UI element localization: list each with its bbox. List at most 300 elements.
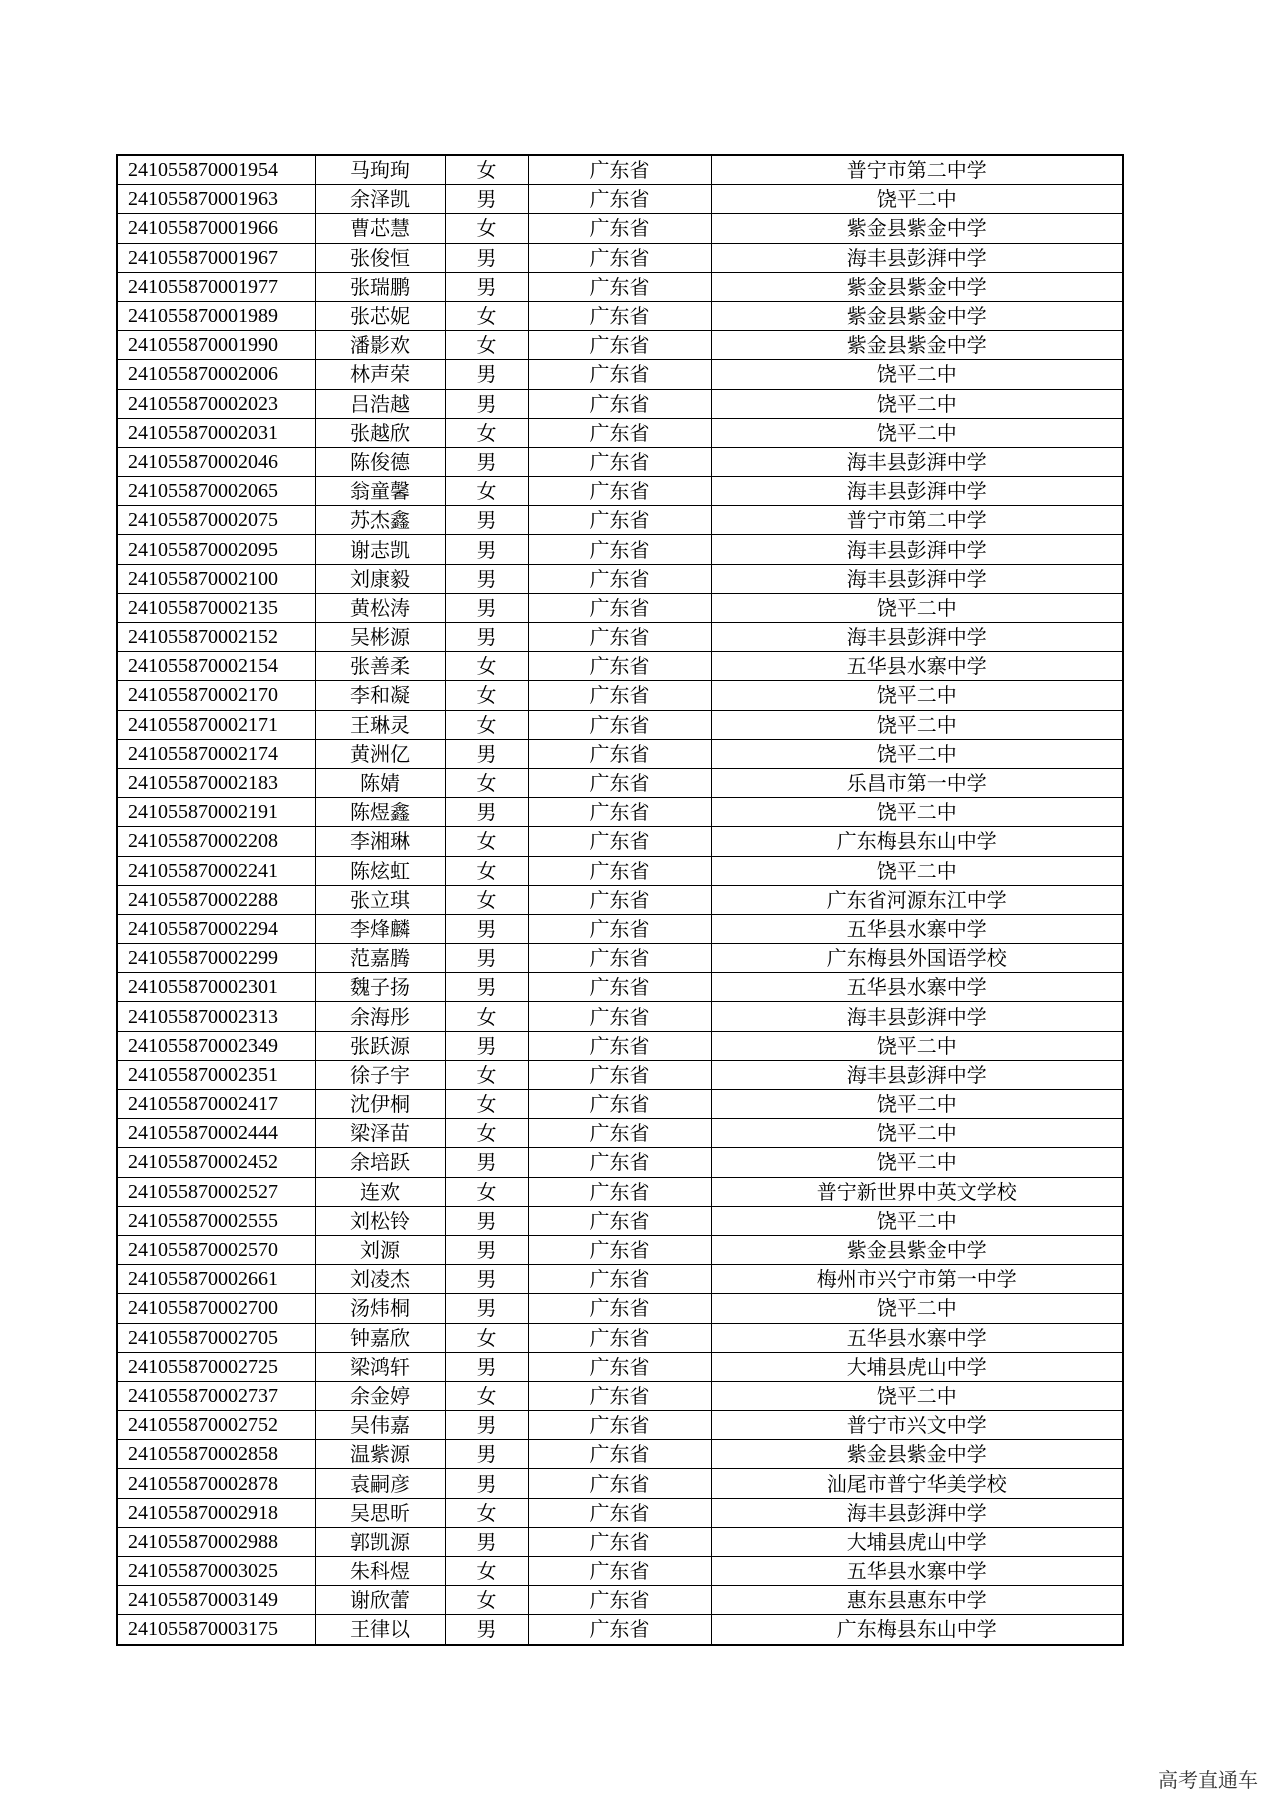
- exam-number-cell: 241055870002241: [117, 856, 315, 885]
- gender-cell: 男: [445, 1265, 528, 1294]
- province-cell: 广东省: [528, 1265, 711, 1294]
- gender-cell: 女: [445, 1586, 528, 1615]
- exam-number-cell: 241055870002288: [117, 885, 315, 914]
- table-row: [117, 1177, 1123, 1206]
- gender-cell: 男: [445, 243, 528, 272]
- table-row: [117, 1323, 1123, 1352]
- exam-number-cell: 241055870002301: [117, 973, 315, 1002]
- school-cell: 紫金县紫金中学: [711, 272, 1123, 301]
- school-cell: 饶平二中: [711, 1119, 1123, 1148]
- exam-number-cell: 241055870001990: [117, 331, 315, 360]
- province-cell: 广东省: [528, 1177, 711, 1206]
- province-cell: 广东省: [528, 564, 711, 593]
- table-row: [117, 360, 1123, 389]
- province-cell: 广东省: [528, 1586, 711, 1615]
- student-name-cell: 刘源: [315, 1235, 445, 1264]
- gender-cell: 男: [445, 1352, 528, 1381]
- gender-cell: 女: [445, 681, 528, 710]
- gender-cell: 男: [445, 944, 528, 973]
- province-cell: 广东省: [528, 1557, 711, 1586]
- student-name-cell: 连欢: [315, 1177, 445, 1206]
- student-name-cell: 梁泽苗: [315, 1119, 445, 1148]
- school-cell: 海丰县彭湃中学: [711, 1002, 1123, 1031]
- province-cell: 广东省: [528, 301, 711, 330]
- exam-number-cell: 241055870001966: [117, 214, 315, 243]
- province-cell: 广东省: [528, 914, 711, 943]
- school-cell: 五华县水寨中学: [711, 914, 1123, 943]
- student-name-cell: 马珣珣: [315, 155, 445, 185]
- exam-number-cell: 241055870002555: [117, 1206, 315, 1235]
- table-row: [117, 447, 1123, 476]
- gender-cell: 男: [445, 623, 528, 652]
- exam-number-cell: 241055870002174: [117, 739, 315, 768]
- school-cell: 饶平二中: [711, 1294, 1123, 1323]
- school-cell: 梅州市兴宁市第一中学: [711, 1265, 1123, 1294]
- province-cell: 广东省: [528, 477, 711, 506]
- student-name-cell: 黄洲亿: [315, 739, 445, 768]
- exam-number-cell: 241055870002737: [117, 1381, 315, 1410]
- gender-cell: 男: [445, 185, 528, 214]
- student-name-cell: 徐子宇: [315, 1060, 445, 1089]
- exam-number-cell: 241055870001967: [117, 243, 315, 272]
- student-name-cell: 汤炜桐: [315, 1294, 445, 1323]
- table-row: [117, 1090, 1123, 1119]
- student-name-cell: 陈煜鑫: [315, 798, 445, 827]
- student-name-cell: 曹芯慧: [315, 214, 445, 243]
- province-cell: 广东省: [528, 739, 711, 768]
- student-name-cell: 林声荣: [315, 360, 445, 389]
- student-name-cell: 谢志凯: [315, 535, 445, 564]
- exam-number-cell: 241055870002170: [117, 681, 315, 710]
- province-cell: 广东省: [528, 1090, 711, 1119]
- province-cell: 广东省: [528, 243, 711, 272]
- table-row: [117, 739, 1123, 768]
- table-row: [117, 535, 1123, 564]
- exam-number-cell: 241055870001954: [117, 155, 315, 185]
- gender-cell: 男: [445, 1411, 528, 1440]
- table-row: [117, 710, 1123, 739]
- province-cell: 广东省: [528, 155, 711, 185]
- school-cell: 饶平二中: [711, 185, 1123, 214]
- province-cell: 广东省: [528, 447, 711, 476]
- gender-cell: 男: [445, 1294, 528, 1323]
- student-name-cell: 张芯妮: [315, 301, 445, 330]
- gender-cell: 女: [445, 1060, 528, 1089]
- table-row: [117, 856, 1123, 885]
- roster-body: [117, 155, 1123, 1645]
- exam-number-cell: 241055870002154: [117, 652, 315, 681]
- exam-number-cell: 241055870002661: [117, 1265, 315, 1294]
- gender-cell: 男: [445, 1031, 528, 1060]
- student-name-cell: 范嘉腾: [315, 944, 445, 973]
- province-cell: 广东省: [528, 1148, 711, 1177]
- school-cell: 饶平二中: [711, 1090, 1123, 1119]
- province-cell: 广东省: [528, 1323, 711, 1352]
- table-row: [117, 885, 1123, 914]
- school-cell: 广东梅县东山中学: [711, 827, 1123, 856]
- student-name-cell: 余金婷: [315, 1381, 445, 1410]
- exam-number-cell: 241055870002351: [117, 1060, 315, 1089]
- table-row: [117, 652, 1123, 681]
- school-cell: 五华县水寨中学: [711, 973, 1123, 1002]
- student-name-cell: 余海彤: [315, 1002, 445, 1031]
- province-cell: 广东省: [528, 1352, 711, 1381]
- student-name-cell: 谢欣蕾: [315, 1586, 445, 1615]
- student-name-cell: 陈炫虹: [315, 856, 445, 885]
- table-row: [117, 944, 1123, 973]
- student-name-cell: 梁鸿轩: [315, 1352, 445, 1381]
- exam-number-cell: 241055870001989: [117, 301, 315, 330]
- gender-cell: 男: [445, 535, 528, 564]
- school-cell: 饶平二中: [711, 360, 1123, 389]
- table-row: [117, 301, 1123, 330]
- gender-cell: 男: [445, 739, 528, 768]
- table-row: [117, 331, 1123, 360]
- school-cell: 大埔县虎山中学: [711, 1527, 1123, 1556]
- gender-cell: 女: [445, 856, 528, 885]
- province-cell: 广东省: [528, 535, 711, 564]
- table-row: [117, 477, 1123, 506]
- table-row: [117, 1206, 1123, 1235]
- exam-number-cell: 241055870003149: [117, 1586, 315, 1615]
- table-row: [117, 1352, 1123, 1381]
- student-name-cell: 刘松铃: [315, 1206, 445, 1235]
- student-name-cell: 刘康毅: [315, 564, 445, 593]
- table-row: [117, 768, 1123, 797]
- table-row: [117, 506, 1123, 535]
- table-row: [117, 1148, 1123, 1177]
- school-cell: 饶平二中: [711, 1381, 1123, 1410]
- school-cell: 海丰县彭湃中学: [711, 243, 1123, 272]
- school-cell: 普宁市兴文中学: [711, 1411, 1123, 1440]
- gender-cell: 女: [445, 710, 528, 739]
- gender-cell: 男: [445, 973, 528, 1002]
- exam-number-cell: 241055870002075: [117, 506, 315, 535]
- student-name-cell: 吴思昕: [315, 1498, 445, 1527]
- gender-cell: 男: [445, 1440, 528, 1469]
- table-row: [117, 1440, 1123, 1469]
- table-row: [117, 827, 1123, 856]
- table-row: [117, 214, 1123, 243]
- gender-cell: 男: [445, 1206, 528, 1235]
- table-row: [117, 1265, 1123, 1294]
- province-cell: 广东省: [528, 593, 711, 622]
- gender-cell: 女: [445, 652, 528, 681]
- table-row: [117, 1381, 1123, 1410]
- gender-cell: 男: [445, 593, 528, 622]
- school-cell: 五华县水寨中学: [711, 1323, 1123, 1352]
- student-name-cell: 张立琪: [315, 885, 445, 914]
- exam-number-cell: 241055870002705: [117, 1323, 315, 1352]
- table-row: [117, 1498, 1123, 1527]
- province-cell: 广东省: [528, 1031, 711, 1060]
- exam-number-cell: 241055870002294: [117, 914, 315, 943]
- student-name-cell: 张善柔: [315, 652, 445, 681]
- school-cell: 海丰县彭湃中学: [711, 477, 1123, 506]
- student-roster-table: [116, 154, 1124, 1646]
- school-cell: 海丰县彭湃中学: [711, 535, 1123, 564]
- school-cell: 饶平二中: [711, 856, 1123, 885]
- table-row: [117, 1235, 1123, 1264]
- school-cell: 五华县水寨中学: [711, 1557, 1123, 1586]
- table-row: [117, 389, 1123, 418]
- province-cell: 广东省: [528, 681, 711, 710]
- gender-cell: 女: [445, 1090, 528, 1119]
- student-name-cell: 王琳灵: [315, 710, 445, 739]
- student-name-cell: 黄松涛: [315, 593, 445, 622]
- gender-cell: 男: [445, 1235, 528, 1264]
- table-row: [117, 418, 1123, 447]
- province-cell: 广东省: [528, 652, 711, 681]
- gender-cell: 女: [445, 1002, 528, 1031]
- province-cell: 广东省: [528, 885, 711, 914]
- gender-cell: 女: [445, 214, 528, 243]
- province-cell: 广东省: [528, 331, 711, 360]
- gender-cell: 男: [445, 1527, 528, 1556]
- school-cell: 五华县水寨中学: [711, 652, 1123, 681]
- table-row: [117, 973, 1123, 1002]
- province-cell: 广东省: [528, 1615, 711, 1645]
- exam-number-cell: 241055870002527: [117, 1177, 315, 1206]
- province-cell: 广东省: [528, 360, 711, 389]
- school-cell: 普宁新世界中英文学校: [711, 1177, 1123, 1206]
- province-cell: 广东省: [528, 214, 711, 243]
- table-row: [117, 593, 1123, 622]
- gender-cell: 女: [445, 301, 528, 330]
- student-name-cell: 刘凌杰: [315, 1265, 445, 1294]
- exam-number-cell: 241055870002752: [117, 1411, 315, 1440]
- province-cell: 广东省: [528, 1527, 711, 1556]
- watermark-text: 高考直通车: [1158, 1768, 1258, 1792]
- province-cell: 广东省: [528, 1440, 711, 1469]
- gender-cell: 男: [445, 1615, 528, 1645]
- province-cell: 广东省: [528, 944, 711, 973]
- table-row: [117, 1031, 1123, 1060]
- province-cell: 广东省: [528, 1119, 711, 1148]
- school-cell: 海丰县彭湃中学: [711, 1060, 1123, 1089]
- school-cell: 饶平二中: [711, 710, 1123, 739]
- school-cell: 紫金县紫金中学: [711, 301, 1123, 330]
- province-cell: 广东省: [528, 1411, 711, 1440]
- gender-cell: 男: [445, 798, 528, 827]
- student-name-cell: 吴彬源: [315, 623, 445, 652]
- table-row: [117, 1586, 1123, 1615]
- student-name-cell: 余泽凯: [315, 185, 445, 214]
- province-cell: 广东省: [528, 185, 711, 214]
- gender-cell: 男: [445, 360, 528, 389]
- table-row: [117, 1002, 1123, 1031]
- table-row: [117, 1060, 1123, 1089]
- school-cell: 海丰县彭湃中学: [711, 564, 1123, 593]
- school-cell: 饶平二中: [711, 389, 1123, 418]
- exam-number-cell: 241055870001977: [117, 272, 315, 301]
- exam-number-cell: 241055870002570: [117, 1235, 315, 1264]
- province-cell: 广东省: [528, 1060, 711, 1089]
- gender-cell: 男: [445, 447, 528, 476]
- school-cell: 饶平二中: [711, 418, 1123, 447]
- school-cell: 普宁市第二中学: [711, 155, 1123, 185]
- exam-number-cell: 241055870002046: [117, 447, 315, 476]
- school-cell: 饶平二中: [711, 1148, 1123, 1177]
- province-cell: 广东省: [528, 856, 711, 885]
- gender-cell: 女: [445, 827, 528, 856]
- exam-number-cell: 241055870002700: [117, 1294, 315, 1323]
- school-cell: 广东省河源东江中学: [711, 885, 1123, 914]
- student-name-cell: 张跃源: [315, 1031, 445, 1060]
- gender-cell: 女: [445, 1119, 528, 1148]
- exam-number-cell: 241055870003175: [117, 1615, 315, 1645]
- province-cell: 广东省: [528, 506, 711, 535]
- table-row: [117, 1615, 1123, 1645]
- table-row: [117, 155, 1123, 185]
- table-row: [117, 798, 1123, 827]
- gender-cell: 女: [445, 331, 528, 360]
- school-cell: 汕尾市普宁华美学校: [711, 1469, 1123, 1498]
- province-cell: 广东省: [528, 1381, 711, 1410]
- exam-number-cell: 241055870002725: [117, 1352, 315, 1381]
- gender-cell: 女: [445, 768, 528, 797]
- exam-number-cell: 241055870002417: [117, 1090, 315, 1119]
- exam-number-cell: 241055870002452: [117, 1148, 315, 1177]
- table-row: [117, 1557, 1123, 1586]
- gender-cell: 女: [445, 1323, 528, 1352]
- gender-cell: 女: [445, 1177, 528, 1206]
- province-cell: 广东省: [528, 1498, 711, 1527]
- exam-number-cell: 241055870002878: [117, 1469, 315, 1498]
- province-cell: 广东省: [528, 973, 711, 1002]
- exam-number-cell: 241055870002100: [117, 564, 315, 593]
- exam-number-cell: 241055870002152: [117, 623, 315, 652]
- student-name-cell: 李烽麟: [315, 914, 445, 943]
- student-name-cell: 李和凝: [315, 681, 445, 710]
- province-cell: 广东省: [528, 798, 711, 827]
- table-row: [117, 185, 1123, 214]
- exam-number-cell: 241055870001963: [117, 185, 315, 214]
- province-cell: 广东省: [528, 389, 711, 418]
- student-name-cell: 吴伟嘉: [315, 1411, 445, 1440]
- table-row: [117, 243, 1123, 272]
- gender-cell: 男: [445, 1469, 528, 1498]
- student-name-cell: 陈俊德: [315, 447, 445, 476]
- table-row: [117, 272, 1123, 301]
- exam-number-cell: 241055870002988: [117, 1527, 315, 1556]
- exam-number-cell: 241055870002918: [117, 1498, 315, 1527]
- exam-number-cell: 241055870002023: [117, 389, 315, 418]
- gender-cell: 男: [445, 272, 528, 301]
- exam-number-cell: 241055870002313: [117, 1002, 315, 1031]
- student-name-cell: 吕浩越: [315, 389, 445, 418]
- gender-cell: 女: [445, 1557, 528, 1586]
- table-row: [117, 1469, 1123, 1498]
- gender-cell: 女: [445, 477, 528, 506]
- student-name-cell: 苏杰鑫: [315, 506, 445, 535]
- exam-number-cell: 241055870002349: [117, 1031, 315, 1060]
- student-name-cell: 翁童馨: [315, 477, 445, 506]
- exam-number-cell: 241055870002006: [117, 360, 315, 389]
- table-row: [117, 623, 1123, 652]
- exam-number-cell: 241055870002191: [117, 798, 315, 827]
- school-cell: 饶平二中: [711, 739, 1123, 768]
- gender-cell: 女: [445, 418, 528, 447]
- student-name-cell: 沈伊桐: [315, 1090, 445, 1119]
- exam-number-cell: 241055870002171: [117, 710, 315, 739]
- gender-cell: 男: [445, 506, 528, 535]
- province-cell: 广东省: [528, 418, 711, 447]
- student-name-cell: 袁嗣彦: [315, 1469, 445, 1498]
- school-cell: 紫金县紫金中学: [711, 331, 1123, 360]
- school-cell: 饶平二中: [711, 1206, 1123, 1235]
- school-cell: 海丰县彭湃中学: [711, 623, 1123, 652]
- student-name-cell: 潘影欢: [315, 331, 445, 360]
- gender-cell: 女: [445, 1381, 528, 1410]
- province-cell: 广东省: [528, 1235, 711, 1264]
- student-name-cell: 张瑞鹏: [315, 272, 445, 301]
- province-cell: 广东省: [528, 272, 711, 301]
- exam-number-cell: 241055870002444: [117, 1119, 315, 1148]
- student-name-cell: 朱科煜: [315, 1557, 445, 1586]
- province-cell: 广东省: [528, 1469, 711, 1498]
- gender-cell: 男: [445, 564, 528, 593]
- school-cell: 海丰县彭湃中学: [711, 1498, 1123, 1527]
- student-name-cell: 钟嘉欣: [315, 1323, 445, 1352]
- student-name-cell: 魏子扬: [315, 973, 445, 1002]
- province-cell: 广东省: [528, 710, 711, 739]
- exam-number-cell: 241055870002208: [117, 827, 315, 856]
- student-name-cell: 余培跃: [315, 1148, 445, 1177]
- table-row: [117, 1411, 1123, 1440]
- student-name-cell: 郭凯源: [315, 1527, 445, 1556]
- gender-cell: 男: [445, 389, 528, 418]
- student-name-cell: 温紫源: [315, 1440, 445, 1469]
- school-cell: 海丰县彭湃中学: [711, 447, 1123, 476]
- school-cell: 紫金县紫金中学: [711, 1235, 1123, 1264]
- exam-number-cell: 241055870003025: [117, 1557, 315, 1586]
- school-cell: 广东梅县东山中学: [711, 1615, 1123, 1645]
- gender-cell: 女: [445, 155, 528, 185]
- exam-number-cell: 241055870002065: [117, 477, 315, 506]
- province-cell: 广东省: [528, 1002, 711, 1031]
- school-cell: 紫金县紫金中学: [711, 1440, 1123, 1469]
- province-cell: 广东省: [528, 1206, 711, 1235]
- school-cell: 广东梅县外国语学校: [711, 944, 1123, 973]
- school-cell: 紫金县紫金中学: [711, 214, 1123, 243]
- exam-number-cell: 241055870002183: [117, 768, 315, 797]
- table-row: [117, 914, 1123, 943]
- gender-cell: 女: [445, 885, 528, 914]
- student-name-cell: 张越欣: [315, 418, 445, 447]
- student-name-cell: 陈婧: [315, 768, 445, 797]
- school-cell: 饶平二中: [711, 798, 1123, 827]
- exam-number-cell: 241055870002095: [117, 535, 315, 564]
- table-row: [117, 1119, 1123, 1148]
- school-cell: 大埔县虎山中学: [711, 1352, 1123, 1381]
- table-row: [117, 681, 1123, 710]
- school-cell: 饶平二中: [711, 593, 1123, 622]
- school-cell: 饶平二中: [711, 681, 1123, 710]
- exam-number-cell: 241055870002031: [117, 418, 315, 447]
- province-cell: 广东省: [528, 768, 711, 797]
- exam-number-cell: 241055870002299: [117, 944, 315, 973]
- table-row: [117, 1294, 1123, 1323]
- table-row: [117, 564, 1123, 593]
- exam-number-cell: 241055870002135: [117, 593, 315, 622]
- school-cell: 饶平二中: [711, 1031, 1123, 1060]
- province-cell: 广东省: [528, 623, 711, 652]
- exam-number-cell: 241055870002858: [117, 1440, 315, 1469]
- school-cell: 普宁市第二中学: [711, 506, 1123, 535]
- school-cell: 惠东县惠东中学: [711, 1586, 1123, 1615]
- gender-cell: 男: [445, 1148, 528, 1177]
